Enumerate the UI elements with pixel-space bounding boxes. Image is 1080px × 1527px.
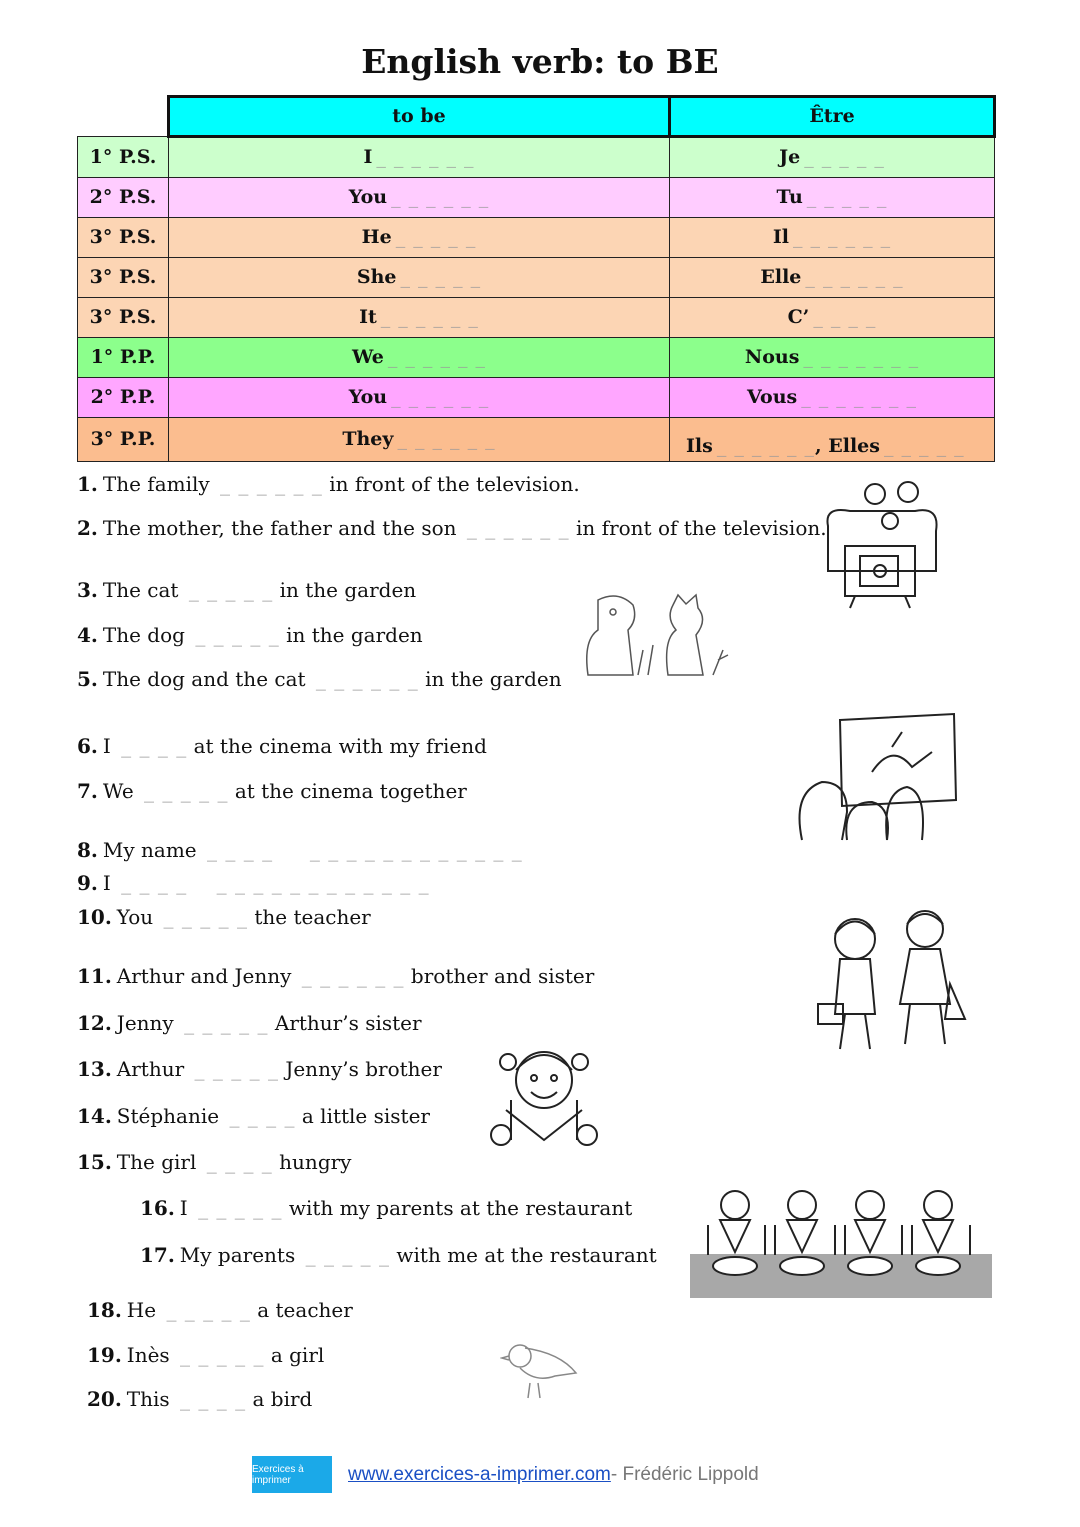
person-cell: 2° P.P. [78,377,169,417]
fr-pronoun: Je [779,146,801,168]
exercise-blank[interactable]: _ _ _ _ _ [144,779,229,803]
fr-pronoun: Elle [760,266,802,288]
exercise-text-after: Jenny’s brother [285,1057,442,1081]
en-pronoun: She [356,266,397,288]
person-cell: 3° P.S. [78,217,169,257]
exercise-blank[interactable]: _ _ _ _ [206,1150,273,1174]
exercise-blank[interactable]: _ _ _ _ _ [184,1011,269,1035]
exercise-item [77,623,423,647]
exercise-number: 5. [77,667,98,691]
bird-illustration [500,1338,580,1402]
exercise-text-before: We [102,779,134,803]
english-cell [169,337,670,377]
table-row [78,177,995,217]
exercise-number: 17. [140,1243,175,1267]
exercise-number: 15. [77,1150,112,1174]
fr-blank[interactable]: _ _ _ _ _ _ [792,226,892,248]
exercise-text-before: Jenny [116,1011,174,1035]
exercise-number: 10. [77,905,112,929]
family-tv-illustration [820,476,944,610]
table-row [78,337,995,377]
person-cell: 3° P.S. [78,297,169,337]
fr-blank[interactable]: _ _ _ _ _ [804,146,885,168]
exercise-number: 6. [77,734,98,758]
table-row [78,136,995,177]
exercise-text-after: the teacher [254,905,371,929]
en-blank[interactable]: _ _ _ _ _ [395,226,477,248]
exercise-text-after: with me at the restaurant [396,1243,657,1267]
table-row [78,297,995,337]
exercise-blank[interactable]: _ _ _ _ _ [166,1298,251,1322]
exercise-blank[interactable]: _ _ _ _ [121,734,188,758]
fr-pronoun: Nous [744,346,800,368]
exercise-text-before: You [116,905,154,929]
en-blank[interactable]: _ _ _ _ _ _ [387,346,487,368]
table-row [78,417,995,461]
fr-blank-2[interactable]: _ _ _ _ _ [883,434,965,457]
exercise-text-before: He [126,1298,157,1322]
table-row [78,217,995,257]
exercise-blank[interactable]: _ _ _ _ _ _ _ _ _ _ _ _ _ _ _ _ [207,838,523,862]
exercise-text-before: The dog and the cat [102,667,306,691]
exercise-text-after: a teacher [257,1298,353,1322]
exercise-blank[interactable]: _ _ _ _ _ _ [466,516,570,540]
exercise-item [77,964,594,988]
exercise-text-after: hungry [279,1150,352,1174]
exercise-item [77,1150,351,1174]
exercise-item [87,1343,324,1367]
en-pronoun: You [348,386,388,408]
exercise-number: 12. [77,1011,112,1035]
cinema-illustration [792,712,958,842]
exercise-text-before: The mother, the father and the son [102,516,457,540]
exercise-text-before: Arthur [116,1057,185,1081]
exercise-blank[interactable]: _ _ _ _ _ _ [301,964,405,988]
exercise-item [77,1057,442,1081]
exercise-text-before: This [126,1387,170,1411]
en-blank[interactable]: _ _ _ _ _ _ [391,386,490,408]
exercise-item [140,1243,657,1267]
exercise-item [77,871,430,895]
exercise-text-before: I [102,871,111,895]
exercise-text-after: a little sister [301,1104,430,1128]
header-to-be: to be [169,97,670,137]
en-pronoun: I [363,146,373,168]
french-cell [670,177,995,217]
exercise-text-before: The girl [116,1150,197,1174]
exercise-text-after: in front of the television. [329,472,580,496]
exercise-text-before: I [102,734,111,758]
exercise-text-before: My parents [179,1243,296,1267]
author-credit: - Frédéric Lippold [610,1463,759,1485]
english-cell [169,297,670,337]
exercise-number: 8. [77,838,98,862]
exercise-text-before: I [179,1196,188,1220]
english-cell [169,177,670,217]
table-row [78,257,995,297]
exercise-blank[interactable]: _ _ _ _ _ _ [220,472,323,496]
exercise-text-after: at the cinema together [234,779,467,803]
french-cell [670,297,995,337]
exercise-item [77,472,580,496]
fr-blank[interactable]: _ _ _ _ _ [806,186,888,208]
exercise-blank[interactable]: _ _ _ _ [180,1387,247,1411]
exercise-text-before: My name [102,838,197,862]
fr-pronoun: Tu [776,186,803,208]
corner-cell [78,97,169,137]
exercise-text-after: Arthur’s sister [274,1011,422,1035]
en-pronoun: It [359,306,377,328]
exercise-text-after: brother and sister [410,964,595,988]
exercise-number: 3. [77,578,98,602]
french-cell [670,377,995,417]
fr-pronoun: Il [772,226,789,248]
person-cell: 3° P.S. [78,257,169,297]
french-cell [670,337,995,377]
french-cell [670,417,995,461]
fr-pronoun-2: , Elles [815,434,880,457]
header-etre: Être [670,97,995,137]
person-cell: 2° P.S. [78,177,169,217]
exercise-text-after: a bird [252,1387,313,1411]
exercise-text-after: in the garden [279,578,417,602]
exercise-blank[interactable]: _ _ _ _ _ _ _ _ _ _ _ _ _ _ _ _ [121,871,430,895]
exercise-text-before: Inès [126,1343,170,1367]
english-cell [169,257,670,297]
english-cell [169,136,670,177]
exercise-item [77,838,523,862]
exercise-item [87,1387,312,1411]
fr-blank[interactable]: _ _ _ _ _ _ [805,266,904,288]
fr-blank[interactable]: _ _ _ _ [813,306,877,328]
fr-pronoun: Ils [686,434,713,457]
exercise-blank[interactable]: _ _ _ _ _ [198,1196,283,1220]
exercise-item [140,1196,632,1220]
exercise-text-before: Arthur and Jenny [116,964,292,988]
exercise-text-after: in front of the television. [576,516,827,540]
exercise-text-after: with my parents at the restaurant [288,1196,633,1220]
english-cell [169,217,670,257]
en-blank[interactable]: _ _ _ _ _ [400,266,482,288]
table-row [78,377,995,417]
fr-blank[interactable]: _ _ _ _ _ _ _ [801,386,917,408]
exercise-item [77,1104,430,1128]
exercise-text-after: a girl [270,1343,325,1367]
exercise-number: 20. [87,1387,122,1411]
exercise-text-before: The dog [102,623,185,647]
exercise-text-after: in the garden [425,667,562,691]
en-pronoun: He [361,226,392,248]
en-pronoun: We [351,346,384,368]
exercise-blank[interactable]: _ _ _ _ [229,1104,296,1128]
exercise-blank[interactable]: _ _ _ _ _ [188,578,274,602]
en-blank[interactable]: _ _ _ _ _ _ [380,306,479,328]
exercise-number: 19. [87,1343,122,1367]
french-cell [670,136,995,177]
exercise-blank[interactable]: _ _ _ _ _ [163,905,248,929]
exercise-text-before: Stéphanie [116,1104,220,1128]
exercise-blank[interactable]: _ _ _ _ _ [305,1243,391,1267]
exercise-number: 14. [77,1104,112,1128]
exercise-blank[interactable]: _ _ _ _ _ [180,1343,265,1367]
exercise-blank[interactable]: _ _ _ _ _ [194,1057,279,1081]
footer [252,1456,759,1493]
exercise-number: 11. [77,964,112,988]
exercise-text-after: in the garden [286,623,423,647]
exercise-item [87,1298,353,1322]
exercise-item [77,516,827,540]
site-link[interactable]: www.exercices-a-imprimer.com [348,1463,611,1485]
fr-blank[interactable]: _ _ _ _ _ _ [716,434,816,457]
exercise-item [77,667,562,691]
page-title: English verb: to BE [361,42,719,81]
exercise-number: 18. [87,1298,122,1322]
fr-pronoun: C’ [787,306,810,328]
exercise-number: 13. [77,1057,112,1081]
en-blank[interactable]: _ _ _ _ _ _ [397,428,496,450]
exercise-number: 16. [140,1196,175,1220]
en-pronoun: They [342,428,394,450]
fr-blank[interactable]: _ _ _ _ _ _ _ [803,346,920,368]
person-cell: 3° P.P. [78,417,169,461]
person-cell: 1° P.S. [78,136,169,177]
exercise-number: 1. [77,472,98,496]
exercise-number: 4. [77,623,98,647]
person-cell: 1° P.P. [78,337,169,377]
exercise-number: 7. [77,779,98,803]
exercise-item [77,1011,422,1035]
restaurant-illustration [690,1180,992,1298]
site-logo[interactable]: Exercices à imprimer [252,1456,332,1493]
en-pronoun: You [348,186,388,208]
hungry-girl-illustration [486,1040,602,1150]
en-blank[interactable]: _ _ _ _ _ _ [376,146,475,168]
exercise-blank[interactable]: _ _ _ _ _ _ [315,667,419,691]
exercise-text-before: The cat [102,578,179,602]
french-cell [670,257,995,297]
exercise-number: 9. [77,871,98,895]
exercise-text-after: at the cinema with my friend [193,734,487,758]
en-blank[interactable]: _ _ _ _ _ _ [391,186,490,208]
french-cell [670,217,995,257]
exercise-item [77,779,467,803]
exercise-item [77,734,487,758]
arthur-and-jenny-illustration [810,904,970,1054]
dog-and-cat-illustration [578,590,732,688]
english-cell [169,377,670,417]
exercise-item [77,905,371,929]
exercise-number: 2. [77,516,98,540]
conjugation-table [77,95,996,462]
exercise-blank[interactable]: _ _ _ _ _ [195,623,280,647]
fr-pronoun: Vous [747,386,798,408]
exercise-text-before: The family [102,472,210,496]
english-cell [169,417,670,461]
exercise-item [77,578,416,602]
